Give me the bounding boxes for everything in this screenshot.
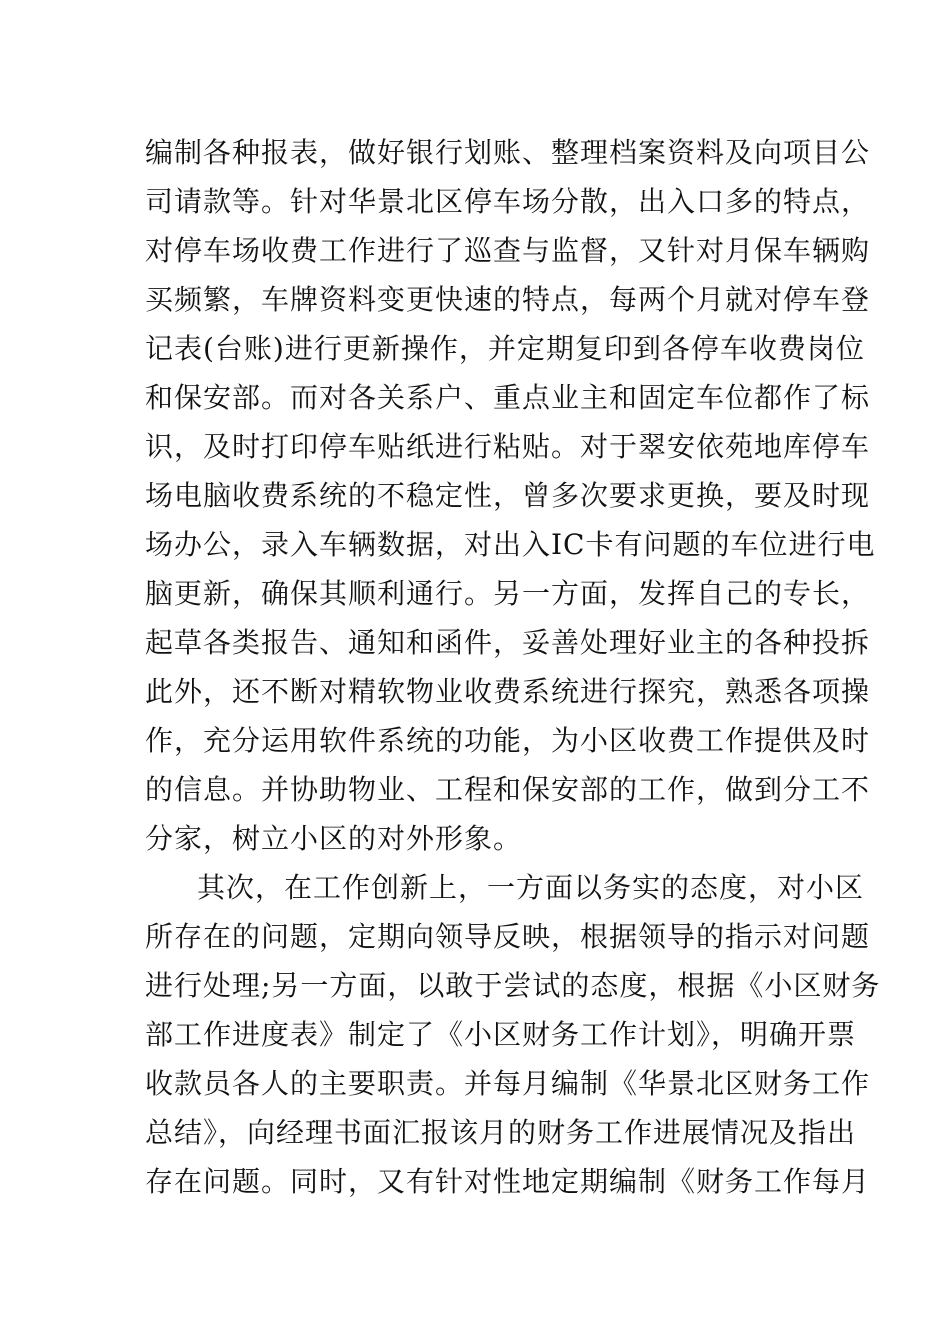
- text-line: 场办公，录入车辆数据，对出入IC卡有问题的车位进行电: [145, 528, 876, 561]
- text-line: 和保安部。而对各关系户、重点业主和固定车位都作了标: [145, 381, 871, 414]
- text-line: 进行处理;另一方面，以敢于尝试的态度，根据《小区财务: [145, 969, 881, 1002]
- text-line: 的信息。并协助物业、工程和保安部的工作，做到分工不: [145, 773, 871, 806]
- text-line: 脑更新，确保其顺利通行。另一方面，发挥自己的专长，: [145, 577, 871, 610]
- text-line: 记表(台账)进行更新操作，并定期复印到各停车收费岗位: [145, 332, 865, 365]
- text-line: 分家，树立小区的对外形象。: [145, 822, 523, 855]
- text-line: 所存在的问题，定期向领导反映，根据领导的指示对问题: [145, 920, 871, 953]
- text-line: 识，及时打印停车贴纸进行粘贴。对于翠安依苑地库停车: [145, 430, 871, 463]
- text-line: 收款员各人的主要职责。并每月编制《华景北区财务工作: [145, 1067, 871, 1100]
- text-line: 场电脑收费系统的不稳定性，曾多次要求更换，要及时现: [145, 479, 871, 512]
- text-line: 部工作进度表》制定了《小区财务工作计划》，明确开票: [145, 1018, 857, 1051]
- text-line: 司请款等。针对华景北区停车场分散，出入口多的特点，: [145, 185, 871, 218]
- text-line: 编制各种报表，做好银行划账、整理档案资料及向项目公: [145, 136, 871, 169]
- text-line: 对停车场收费工作进行了巡查与监督，又针对月保车辆购: [145, 234, 871, 267]
- text-line: 总结》，向经理书面汇报该月的财务工作进展情况及指出: [145, 1116, 857, 1149]
- paragraph-start-line: 其次，在工作创新上，一方面以务实的态度，对小区: [197, 871, 865, 904]
- text-line: 起草各类报告、通知和函件，妥善处理好业主的各种投拆: [145, 626, 871, 659]
- text-line: 存在问题。同时，又有针对性地定期编制《财务工作每月: [145, 1165, 871, 1198]
- text-line: 作，充分运用软件系统的功能，为小区收费工作提供及时: [145, 724, 871, 757]
- text-line: 买频繁，车牌资料变更快速的特点，每两个月就对停车登: [145, 283, 871, 316]
- text-line: 此外，还不断对精软物业收费系统进行探究，熟悉各项操: [145, 675, 871, 708]
- body-text: [145, 128, 881, 1206]
